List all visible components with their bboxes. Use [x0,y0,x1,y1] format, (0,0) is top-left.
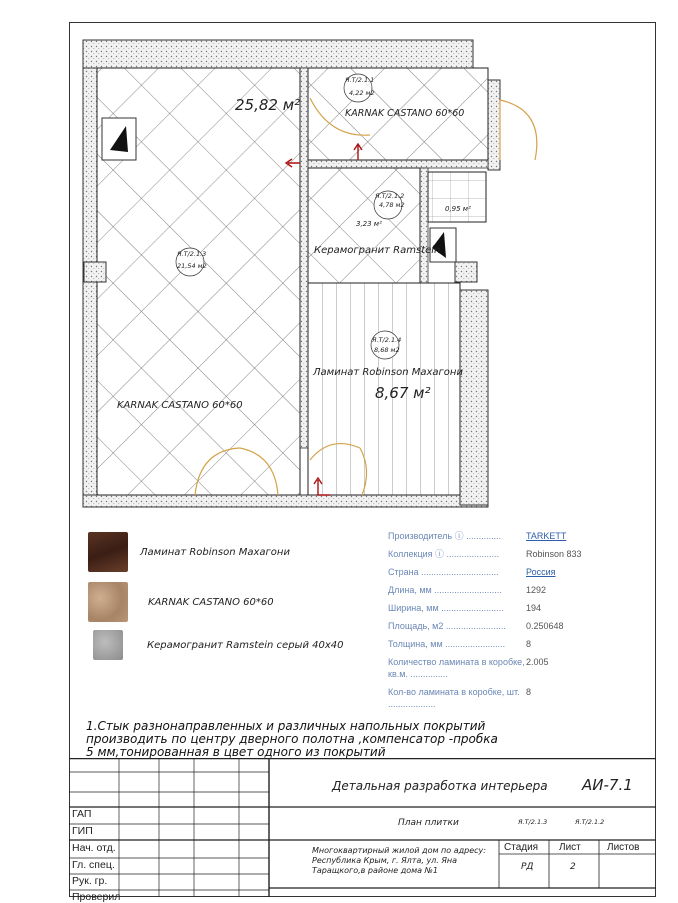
col-sheet: Лист [559,842,581,853]
prop-row-length: Длина, мм ........................... 1292 [388,585,547,595]
prop-row-manufacturer: Производитель ⓘ .............. TARKETT [388,531,567,541]
drawing-code: АИ-7.1 [582,776,633,794]
swatch-ceramic [93,630,123,660]
room-tag-1-code: Я.Т/2.1.1 [345,76,375,84]
col-stage: Стадия [504,842,539,853]
wall-right-upper [488,80,500,170]
prop-row-width: Ширина, мм ......................... 194 [388,603,542,613]
prop-row-box-count: Кол-во ламината в коробке, шт. ................... 8 [388,687,532,709]
sheet-title: Детальная разработка интерьера [332,779,548,793]
material-left-label: KARNAK CASTANO 60*60 [117,400,243,411]
manufacturer-link[interactable]: TARKETT [526,531,567,541]
floor-small-tiles [428,172,486,222]
area-main-label: 25,82 м² [235,96,301,114]
area-bottom-label: 8,67 м² [375,384,431,402]
role-head-dept: Нач. отд. [72,842,116,854]
sheet-name: План плитки [398,818,459,828]
sheet-value: 2 [570,862,576,872]
role-chief-spec: Гл. спец. [72,859,115,871]
pillar-right [455,262,477,282]
area-small-2: 0,95 м² [445,205,471,213]
role-checked: Проверил [72,891,121,903]
wall-top [83,40,473,68]
role-gip: ГИП [72,825,93,837]
wall-partition-h [308,160,488,168]
room-tag-2-code: Я.Т/2.1.2 [375,192,405,200]
role-gap: ГАП [72,808,92,820]
legend-item-laminate [88,532,290,572]
room-tag-1-area: 4,22 м2 [349,89,375,97]
material-laminate-label: Ламинат Robinson Махагони [313,367,463,378]
swatch-karnak [88,582,128,622]
area-small-1: 3,23 м² [356,220,382,228]
door-swing-entry [500,100,537,160]
legend-label-laminate: Ламинат Robinson Махагони [140,546,290,558]
legend-label-karnak: KARNAK CASTANO 60*60 [148,596,274,608]
room-tag-4-code: Я.Т/2.1.4 [372,336,402,344]
wall-partition-v [420,168,428,283]
stage-value: РД [521,862,534,872]
material-top-label: KARNAK CASTANO 60*60 [345,108,465,119]
prop-row-country: Страна ............................... Россия [388,567,556,577]
product-properties [388,530,628,716]
prop-row-collection: Коллекция ⓘ ..................... Robinson 833 [388,549,582,559]
address: Многоквартирный жилой дом по адресу: Республика Крым, г. Ялта, ул. Яна Таращкого,в районе дома №1 [312,846,486,875]
room-tag-4-area: 8,68 м2 [374,346,400,354]
country-link[interactable]: Россия [526,567,556,577]
room-tag-2-area: 4,78 м2 [379,201,405,209]
role-group-lead: Рук. гр. [72,875,108,887]
room-tag-3-code: Я.Т/2.1.3 [177,250,207,258]
wall-partition [300,68,308,448]
legend-label-ceramic: Керамогранит Ramstein серый 40x40 [147,639,344,651]
room-tag-3-area: 21,54 м2 [177,262,207,270]
col-sheets: Листов [607,842,640,853]
ref-2: Я.Т/2.1.2 [575,818,605,826]
swatch-laminate [88,532,128,572]
legend-item-ceramic [93,630,344,660]
installation-note: 1.Стык разнонаправленных и различных напольных покрытий производить по центру дверного полотна ,компенсатор -пробка 5 мм,тонированная в цвет одного из покрытий [86,719,498,759]
legend-item-karnak [88,582,274,622]
wall-left [83,68,97,500]
pillar-left [84,262,106,282]
prop-row-box-area: Количество ламината в коробке, кв.м. ............... 2.005 [388,657,549,679]
prop-row-thickness: Толщина, мм ........................ 8 [388,639,532,649]
prop-row-area: Площадь, м2 ........................ 0.250648 [388,621,564,631]
ref-1: Я.Т/2.1.3 [518,818,548,826]
wall-bottom [83,495,488,507]
wall-right-lower [460,290,488,505]
material-middle-label: Керамогранит Ramstein [314,245,441,256]
